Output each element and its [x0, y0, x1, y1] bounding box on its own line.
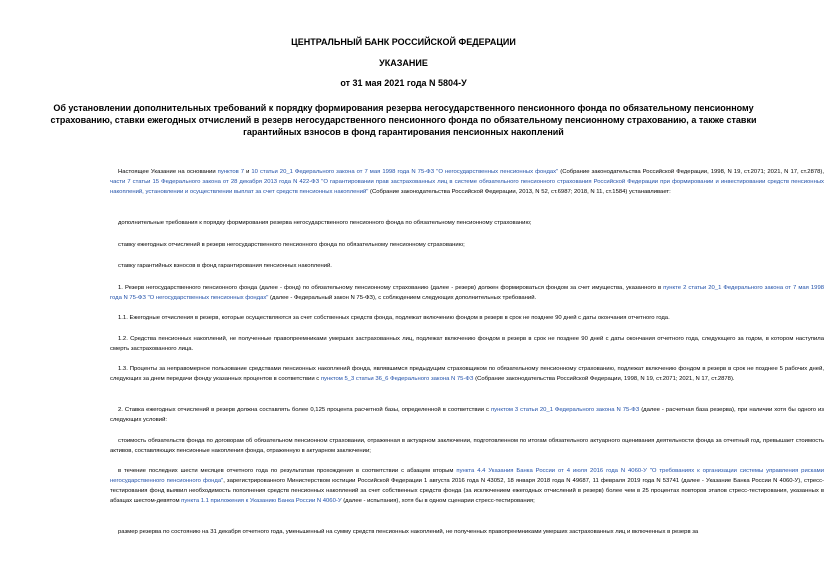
paragraph-1-2: 1.2. Средства пенсионных накоплений, не полученные правопреемниками умерших застрахованных лиц, подлежат включению фондом в резерв в срок не позднее 90 дней с даты окончания отчетного года, следующего за годом, в котором наступила смерть застрахованного лица. [110, 336, 824, 352]
p1-3-text-2: (Собрание законодательства Российской Федерации, 1998, N 19, ст.2071; 2021, N 17, ст.2878). [473, 376, 735, 382]
p1-text-1: 1. Резерв негосударственного пенсионного фонда (далее - фонд) по обязательному пенсионному страхованию (далее - резерв) должен формироваться фондом за счет имущества, указанного в [118, 285, 664, 291]
doc-date: от 31 мая 2021 года N 5804-У [340, 78, 467, 88]
org-title: ЦЕНТРАЛЬНЫЙ БАНК РОССИЙСКОЙ ФЕДЕРАЦИИ [291, 37, 516, 47]
list-item: дополнительные требования к порядку формирования резерва негосударственного пенсионного фонда по обязательному пенсионному страхованию; [118, 220, 532, 226]
link-point-3-article-20-1[interactable]: пунктом 3 статьи 20_1 Федерального закона N 75-ФЗ [490, 407, 640, 413]
p2b-text-2: , зарегистрированного Министерством юстиции Российской Федерации 1 августа 2016 года N 43052, 18 января 2018 года N 49687, 11 февраля 2019 года N 53741 (далее - Указание Банка России N 4060-У), стресс-тестирования фонд выявил необходимость пополнения средств пенсионных накоплений за счет собственных средств фонда (за исключением ежегодных отчислений в резерв) более чем в 25 процентах повторов этапов стресс-тестирования, указанных в абзацах шестом-девятом [110, 478, 824, 504]
paragraph-2-condition-1: стоимость обязательств фонда по договорам об обязательном пенсионном страховании, отраженная в актуарном заключении, подготовленном по итогам обязательного актуарного оценивания деятельности фонда за отчетный год, превышает стоимость активов, составляющих пенсионные накопления фонда, отраженную в актуарном заключении; [110, 438, 824, 454]
link-point-2-article-20-1[interactable]: пункте 2 статьи 20_1 Федерального закона от 7 мая 1998 года N 75-ФЗ "О негосударственных пенсионных фондах" [110, 285, 824, 301]
p1-3-text-1: 1.3. Проценты за неправомерное пользование средствами пенсионных накоплений фонда, являвшимся предыдущим страховщиком по обязательному пенсионному страхованию, подлежат включению фондом в резерв в срок не позднее 5 рабочих дней, следующих за днем передачи фонду указанных процентов в соответствии с [110, 366, 824, 382]
doc-subject: Об установлении дополнительных требований к порядку формирования резерва негосударственного пенсионного фонда по обязательному пенсионному страхованию, ставки ежегодных отчислений в резерв негосударственного пенсионного фонда по обязательному пенсионному страхованию, а также ставки гарантийных взносов в фонд гарантирования пенсионных накоплений [50, 103, 757, 137]
link-point-1-1-appendix[interactable]: пункта 1.1 приложения к Указанию Банка России N 4060-У [181, 498, 342, 504]
link-article-15-part-7[interactable]: части 7 статьи 15 Федерального закона от 28 декабря 2013 года N 422-ФЗ "О гарантировании прав застрахованных лиц в системе обязательного пенсионного страхования Российской Федерации при формировании и инвестировании средств пенсионных накоплений, установлении и осуществлении выплат за счет средств пенсионных накоплений" [110, 179, 824, 195]
p2b-text-1: в течение последних шести месяцев отчетного года по результатам прохождения в соответствии с абзацем вторым [118, 468, 457, 474]
p2-text-1: 2. Ставка ежегодных отчислений в резерв должна составлять более 0,125 процента расчетной базы, определенной в соответствии с [118, 407, 491, 413]
list-item: ставку ежегодных отчислений в резерв негосударственного пенсионного фонда по обязательному пенсионному страхованию; [118, 242, 465, 248]
preamble-text-2: и [244, 169, 252, 175]
paragraph-2-condition-3: размер резерва по состоянию на 31 декабря отчетного года, уменьшенный на сумму средств пенсионных накоплений, не полученных правопреемниками умерших застрахованных лиц и включенных в резерв за [118, 529, 699, 535]
paragraph-2-condition-2 [110, 466, 824, 506]
preamble-text-4: (Собрание законодательства Российской Федерации, 2013, N 52, ст.6987; 2018, N 11, ст.1584) устанавливает: [368, 189, 671, 195]
preamble [110, 167, 824, 197]
paragraph-1-3 [110, 364, 824, 384]
preamble-text-3: (Собрание законодательства Российской Федерации, 1998, N 19, ст.2071; 2021, N 17, ст.2878), [558, 169, 824, 175]
paragraph-1-1: 1.1. Ежегодные отчисления в резерв, которые осуществляются за счет собственных средств фонда, подлежат включению фондом в резерв в срок не позднее 90 дней с даты окончания отчетного года. [118, 315, 670, 321]
doc-type: УКАЗАНИЕ [379, 58, 428, 68]
paragraph-2 [110, 405, 824, 425]
link-article-20-1[interactable]: 10 статьи 20_1 Федерального закона от 7 мая 1998 года N 75-ФЗ "О негосударственных пенсионных фондах" [251, 169, 559, 175]
p1-text-2: (далее - Федеральный закон N 75-ФЗ), с соблюдением следующих дополнительных требований. [268, 295, 537, 301]
p2b-text-3: (далее - испытания), хотя бы в одном сценарии стресс-тестирования; [341, 498, 535, 504]
preamble-text-1: Настоящее Указание на основании [118, 169, 218, 175]
paragraph-1 [110, 283, 824, 303]
p2-text-2: (далее - расчетная база резерва), при наличии хотя бы одного из следующих условий: [110, 407, 824, 423]
link-point-4-4-ukazanie-4060-u[interactable]: пункта 4.4 Указания Банка России от 4 июля 2016 года N 4060-У "О требованиях к организации системы управления рисками негосударственного пенсионного фонда" [110, 468, 824, 484]
link-point-5-3-article-36-6[interactable]: пунктом 5_3 статьи 36_6 Федерального закона N 75-ФЗ [320, 376, 474, 382]
link-points-7[interactable]: пунктов 7 [217, 169, 245, 175]
list-item: ставку гарантийных взносов в фонд гарантирования пенсионных накоплений. [118, 263, 332, 269]
